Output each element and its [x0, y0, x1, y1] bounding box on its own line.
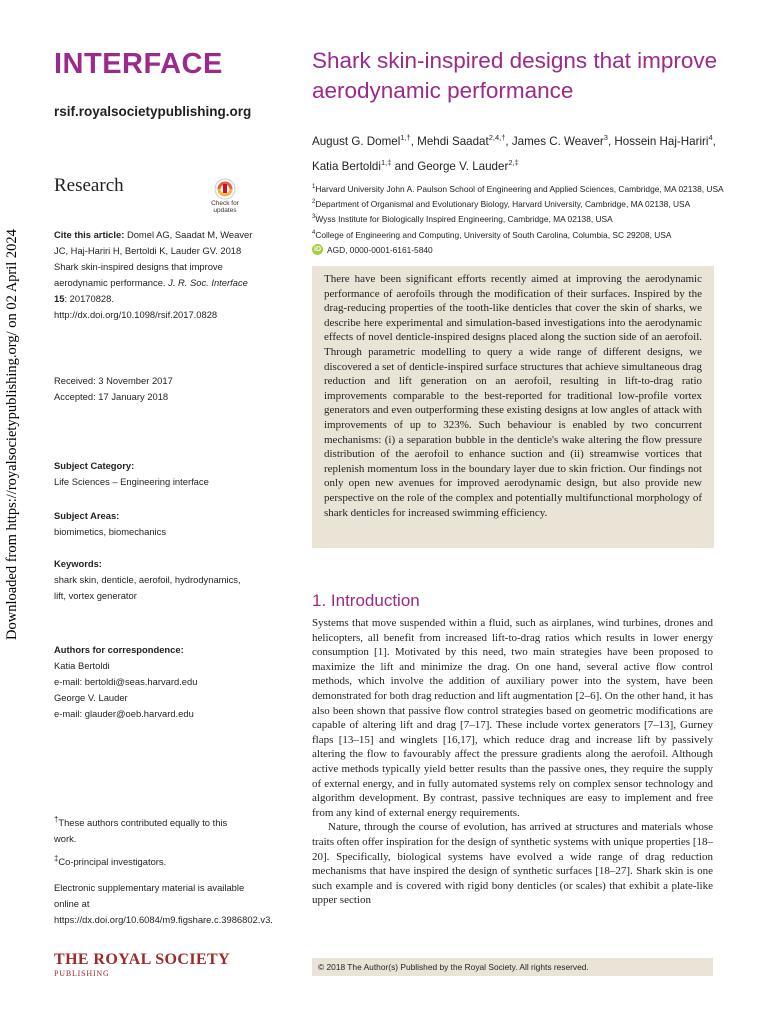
affiliations	[312, 181, 732, 242]
correspondence	[54, 642, 254, 722]
article-type: Research	[54, 175, 124, 196]
author: Mehdi Saadat	[417, 134, 489, 148]
received-date: Received: 3 November 2017	[54, 375, 173, 386]
author: August G. Domel	[312, 134, 401, 148]
subject-areas	[54, 508, 254, 540]
citation-block	[54, 227, 254, 323]
keywords-label: Keywords:	[54, 558, 102, 569]
subject-areas-label: Subject Areas:	[54, 510, 120, 521]
journal-logo: INTERFACE	[54, 48, 223, 80]
check-updates-icon	[214, 178, 236, 200]
article-title: Shark skin-inspired designs that improve aerodynamic performance	[312, 48, 718, 103]
journal-website[interactable]: rsif.royalsocietypublishing.org	[54, 104, 252, 119]
author: Hossein Haj-Hariri	[614, 134, 709, 148]
subject-category	[54, 458, 254, 490]
cite-journal: J. R. Soc. Interface	[168, 277, 248, 288]
cite-text: Domel AG, Saadat M, Weaver JC, Haj-Hariri H, Bertoldi K, Lauder GV. 2018 Shark skin-inspired designs that improve aerodynamic performance.	[54, 229, 253, 288]
correspondence-email-2[interactable]: e-mail: glauder@oeb.harvard.edu	[54, 708, 194, 719]
cite-doi-link[interactable]: http://dx.doi.org/10.1098/rsif.2017.0828	[54, 309, 218, 320]
check-for-updates-button[interactable]	[206, 178, 244, 214]
cite-article-number: : 20170828.	[64, 293, 114, 304]
author: James C. Weaver	[511, 134, 604, 148]
subject-category-value: Life Sciences – Engineering interface	[54, 476, 209, 487]
correspondence-name-2: George V. Lauder	[54, 692, 128, 703]
cite-volume: 15	[54, 293, 65, 304]
keywords-value: shark skin, denticle, aerofoil, hydrodynamics, lift, vortex generator	[54, 574, 241, 601]
esm-note: Electronic supplementary material is available online at https://dx.doi.org/10.6084/m9.figshare.c.3986802.v3.	[54, 882, 273, 925]
correspondence-name-1: Katia Bertoldi	[54, 660, 110, 671]
affiliation: $^2$Department of Organismal and Evolutionary Biology, Harvard University, Cambridge, MA 02138, USA	[312, 199, 691, 209]
dates-block	[54, 373, 254, 405]
abstract: There have been significant efforts recently aimed at improving the aerodynamic performance of aerofoils through the modification of their surfaces. Inspired by the drag-reducing properties of the tooth-like denticles that cover the skin of sharks, we describe here experimental and simulation-based investigations into the aerodynamic effects of novel denticle-inspired designs placed along the suction side of an aerofoil. Through parametric modelling to query a wide range of different designs, we discovered a set of denticle-inspired surface structures that achieve simultaneous drag reduction and lift generation on an aerofoil, resulting in lift-to-drag ratio improvements comparable to the best-reported for traditional low-profile vortex generators and even outperforming these existing designs at low angles of attack with improvements of up to 323%. Such behaviour is enabled by two concurrent mechanisms: (i) a separation bubble in the denticle's wake altering the flow pressure distribution of the aerofoil to enhance suction and (ii) streamwise vortices that replenish momentum loss in the boundary layer due to skin friction. Our findings not only open new avenues for improved aerodynamic design, but also provide new perspective on the role of the complex and potentially multifunctional morphology of shark denticles for increased swimming efficiency.	[312, 266, 714, 548]
affiliation: $^1$Harvard University John A. Paulson School of Engineering and Applied Sciences, Cambridge, MA 02138, USA	[312, 183, 724, 194]
author-list: August G. Domel$^{1,\dagger}$, Mehdi Saadat$^{2,4,\dagger}$, James C. Weaver$^3$, Hossein Haj-Hariri$^4$, Katia Bertoldi$^{1,\ddagger}$ and George V. Lauder$^{2,\ddagger}$	[312, 133, 716, 173]
publisher-logo	[54, 951, 230, 978]
download-stamp: Downloaded from https://royalsocietypublishing.org/ on 02 April 2024	[4, 229, 20, 640]
cite-label: Cite this article:	[54, 229, 125, 240]
author: Katia Bertoldi	[312, 159, 381, 173]
correspondence-email-1[interactable]: e-mail: bertoldi@seas.harvard.edu	[54, 676, 198, 687]
publisher-name: THE ROYAL SOCIETY	[54, 951, 231, 968]
copyright-bar	[312, 958, 713, 976]
footnote-equal: These authors contributed equally to this work.	[54, 817, 228, 845]
author: George V. Lauder	[417, 159, 509, 173]
paragraph: Systems that move suspended within a fluid, such as airplanes, wind turbines, drones and helicopters, all benefit from increased lift-to-drag ratios which results in lower energy consumption [1]. Motivated by this need, two main strategies have been proposed to maximize the lift and minimize the drag. On one hand, several active flow control methods, which involve the addition of auxiliary power into the system, have been demonstrated for both drag reduction and lift augmentation [2–6]. On the other hand, it has also been shown that passive flow control strategies based on geometric modifications are capable of altering lift and drag [7–17]. These include vortex generators [7–13], Gurney flaps [13–15] and winglets [16,17], which reduce drag and increase lift by passively altering the flow to favourably affect the pressure gradients along the aerofoil. Although active methods typically yield better results than the passive ones, they require the supply of external energy, and in fully automated systems rely on complex sensor technology and algorithm development. By contrast, passive techniques are easy to implement and free from any kind of external energy requirements.	[312, 617, 713, 819]
paragraph: Nature, through the course of evolution, has arrived at structures and materials whose traits often offer inspiration for the design of synthetic systems with unique properties [18–20]. Specifically, biological systems have evolved a wide range of drag reduction mechanisms that have inspired the design of synthetic surfaces [18–27]. Shark skin is one such example and is covered with rigid bony denticles (or scales) that exhibit a plate-like upper section	[312, 821, 713, 907]
check-updates-label: Check for updates	[211, 200, 239, 214]
orcid-line[interactable]	[312, 244, 433, 255]
body-text	[312, 616, 713, 908]
affiliation: $^4$College of Engineering and Computing, University of South Carolina, Columbia, SC 29208, USA	[312, 229, 672, 240]
subject-category-label: Subject Category:	[54, 460, 135, 471]
publisher-sub: PUBLISHING	[54, 969, 110, 978]
orcid-id: AGD, 0000-0001-6161-5840	[327, 244, 433, 255]
copyright-text: © 2018 The Author(s) Published by the Royal Society. All rights reserved.	[318, 962, 589, 972]
orcid-icon: iD	[314, 246, 321, 253]
affiliation: $^3$Wyss Institute for Biologically Inspired Engineering, Cambridge, MA 02138, USA	[312, 214, 613, 225]
accepted-date: Accepted: 17 January 2018	[54, 391, 169, 402]
correspondence-label: Authors for correspondence:	[54, 644, 184, 655]
footnote-coprincipal: Co-principal investigators.	[58, 856, 167, 868]
footnotes: †These authors contributed equally to this work. ‡Co-principal investigators.	[54, 815, 228, 868]
subject-areas-value: biomimetics, biomechanics	[54, 526, 167, 537]
section-heading: 1. Introduction	[312, 591, 420, 610]
keywords	[54, 556, 244, 604]
